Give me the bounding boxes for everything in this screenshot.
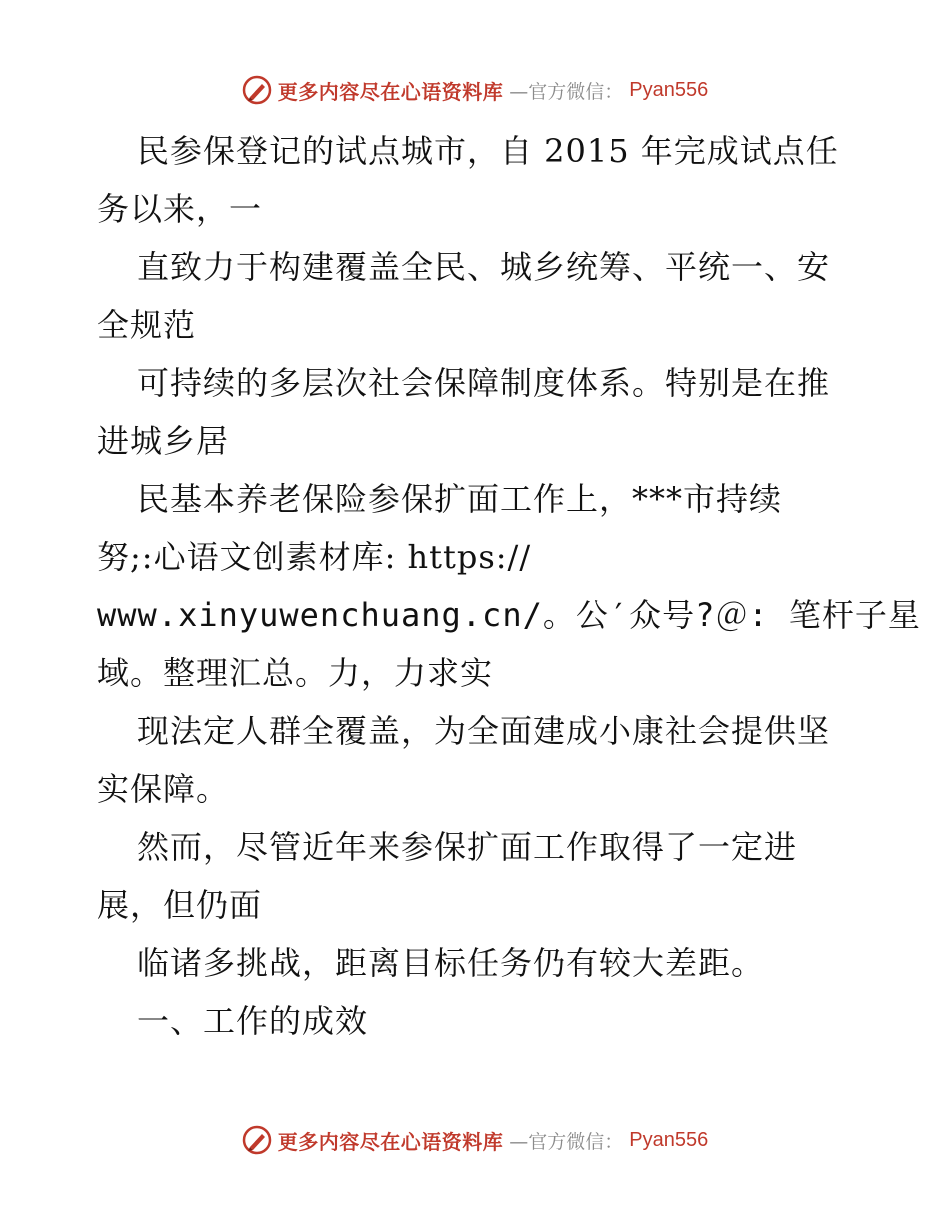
body-line: 全规范 bbox=[97, 306, 197, 344]
body-line: 展，但仍面 bbox=[97, 886, 263, 924]
body-line: 民参保登记的试点城市，自 2015 年完成试点任 bbox=[137, 132, 839, 170]
pen-logo-icon bbox=[242, 1125, 272, 1155]
body-line: 进城乡居 bbox=[97, 422, 230, 460]
footer-sub-text: —官方微信： bbox=[509, 1130, 624, 1153]
body-line: 实保障。 bbox=[97, 770, 230, 808]
body-line: 现法定人群全覆盖，为全面建成小康社会提供坚 bbox=[137, 712, 831, 750]
header-sub-text: —官方微信： bbox=[509, 80, 624, 103]
header-wechat-id: Pyan556 bbox=[629, 78, 709, 101]
body-line: 可持续的多层次社会保障制度体系。特别是在推 bbox=[137, 364, 831, 402]
footer-wechat-id: Pyan556 bbox=[629, 1128, 709, 1151]
footer-banner bbox=[0, 1120, 950, 1160]
body-line: 临诸多挑战，距离目标任务仍有较大差距。 bbox=[137, 944, 765, 982]
body-line-url: www.xinyuwenchuang.cn/。公′众号?＠: 笔杆子星 bbox=[97, 596, 921, 634]
footer-brand-text: 更多内容尽在心语资料库 bbox=[277, 1129, 504, 1154]
body-line: 努;:心语文创素材库: https:// bbox=[97, 538, 532, 576]
header-banner bbox=[0, 70, 950, 110]
section-heading: 一、工作的成效 bbox=[137, 1002, 369, 1040]
document-body bbox=[97, 122, 921, 1050]
body-line: 务以来，一 bbox=[97, 190, 263, 228]
body-line: 直致力于构建覆盖全民、城乡统筹、平统一、安 bbox=[137, 248, 831, 286]
header-brand-text: 更多内容尽在心语资料库 bbox=[277, 79, 504, 104]
body-line: 民基本养老保险参保扩面工作上，***市持续 bbox=[137, 480, 783, 518]
pen-logo-icon bbox=[242, 75, 272, 105]
body-line: 然而，尽管近年来参保扩面工作取得了一定进 bbox=[137, 828, 798, 866]
body-line: 域。整理汇总。力，力求实 bbox=[97, 654, 494, 692]
